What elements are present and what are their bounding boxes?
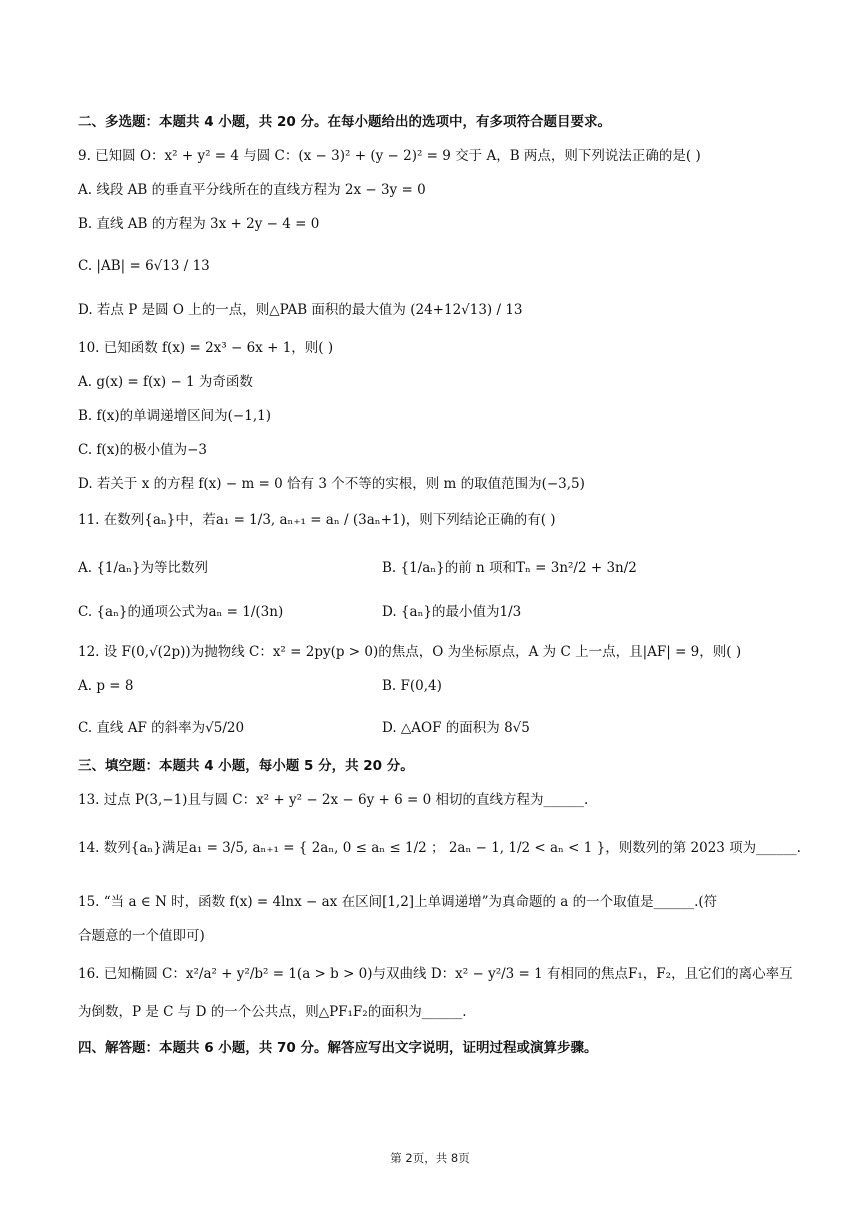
q15-line-2: 合题意的一个值即可) [78,928,205,944]
q12-option-c: C. 直线 AF 的斜率为√5/20 [78,720,245,736]
q9-stem: 9. 已知圆 O：x² + y² = 4 与圆 C：(x − 3)² + (y − 2)² = 9 交于 A，B 两点，则下列说法正确的是( ) [78,148,701,164]
q13-text: 13. 过点 P(3,−1)且与圆 C：x² + y² − 2x − 6y + 6 = 0 相切的直线方程为______. [78,792,589,808]
q10-option-d: D. 若关于 x 的方程 f(x) − m = 0 恰有 3 个不等的实根，则 m 的取值范围为(−3,5) [78,476,585,492]
q15-line-1: 15. “当 a ∈ N 时，函数 f(x) = 4lnx − ax 在区间[1,2]上单调递增”为真命题的 a 的一个取值是______.(符 [78,894,718,910]
q10-option-c: C. f(x)的极小值为−3 [78,442,207,458]
q9-option-a: A. 线段 AB 的垂直平分线所在的直线方程为 2x − 3y = 0 [78,182,426,198]
q11-stem: 11. 在数列{aₙ}中，若a₁ = 1/3, aₙ₊₁ = aₙ / (3aₙ+1)，则下列结论正确的有( ) [78,512,556,528]
q10-stem: 10. 已知函数 f(x) = 2x³ − 6x + 1，则( ) [78,340,334,356]
section-header-multi-choice: 二、多选题：本题共 4 小题，共 20 分。在每小题给出的选项中，有多项符合题目要求。 [78,114,611,130]
q9-option-c: C. |AB| = 6√13 / 13 [78,258,210,274]
q16-line-1: 16. 已知椭圆 C：x²/a² + y²/b² = 1(a > b > 0)与双曲线 D：x² − y²/3 = 1 有相同的焦点F₁，F₂，且它们的离心率互 [78,966,793,982]
q11-option-c: C. {aₙ}的通项公式为aₙ = 1/(3n) [78,604,284,620]
q9-option-d: D. 若点 P 是圆 O 上的一点，则△PAB 面积的最大值为 (24+12√13) / 13 [78,302,523,318]
q11-option-b: B. {1/aₙ}的前 n 项和Tₙ = 3n²/2 + 3n/2 [382,560,637,576]
page-footer: 第 2页，共 8页 [390,1151,470,1165]
q10-option-a: A. g(x) = f(x) − 1 为奇函数 [78,374,253,390]
q12-option-a: A. p = 8 [78,678,134,694]
q12-option-d: D. △AOF 的面积为 8√5 [382,720,530,736]
q9-option-b: B. 直线 AB 的方程为 3x + 2y − 4 = 0 [78,216,320,232]
q11-option-d: D. {aₙ}的最小值为1/3 [382,604,522,620]
q16-line-2: 为倒数，P 是 C 与 D 的一个公共点，则△PF₁F₂的面积为______. [78,1004,467,1020]
q12-option-b: B. F(0,4) [382,678,442,694]
q14-text: 14. 数列{aₙ}满足a₁ = 3/5, aₙ₊₁ = { 2aₙ, 0 ≤ aₙ ≤ 1/2 ； 2aₙ − 1, 1/2 < aₙ < 1 }，则数列的第 2023 项为______. [78,840,801,856]
section-header-answer: 四、解答题：本题共 6 小题，共 70 分。解答应写出文字说明，证明过程或演算步骤。 [78,1040,598,1056]
q10-option-b: B. f(x)的单调递增区间为(−1,1) [78,408,271,424]
q11-option-a: A. {1/aₙ}为等比数列 [78,560,209,576]
section-header-fill-blank: 三、填空题：本题共 4 小题，每小题 5 分，共 20 分。 [78,758,414,774]
q12-stem: 12. 设 F(0,√(2p))为抛物线 C：x² = 2py(p > 0)的焦点，O 为坐标原点，A 为 C 上一点，且|AF| = 9，则( ) [78,644,742,660]
